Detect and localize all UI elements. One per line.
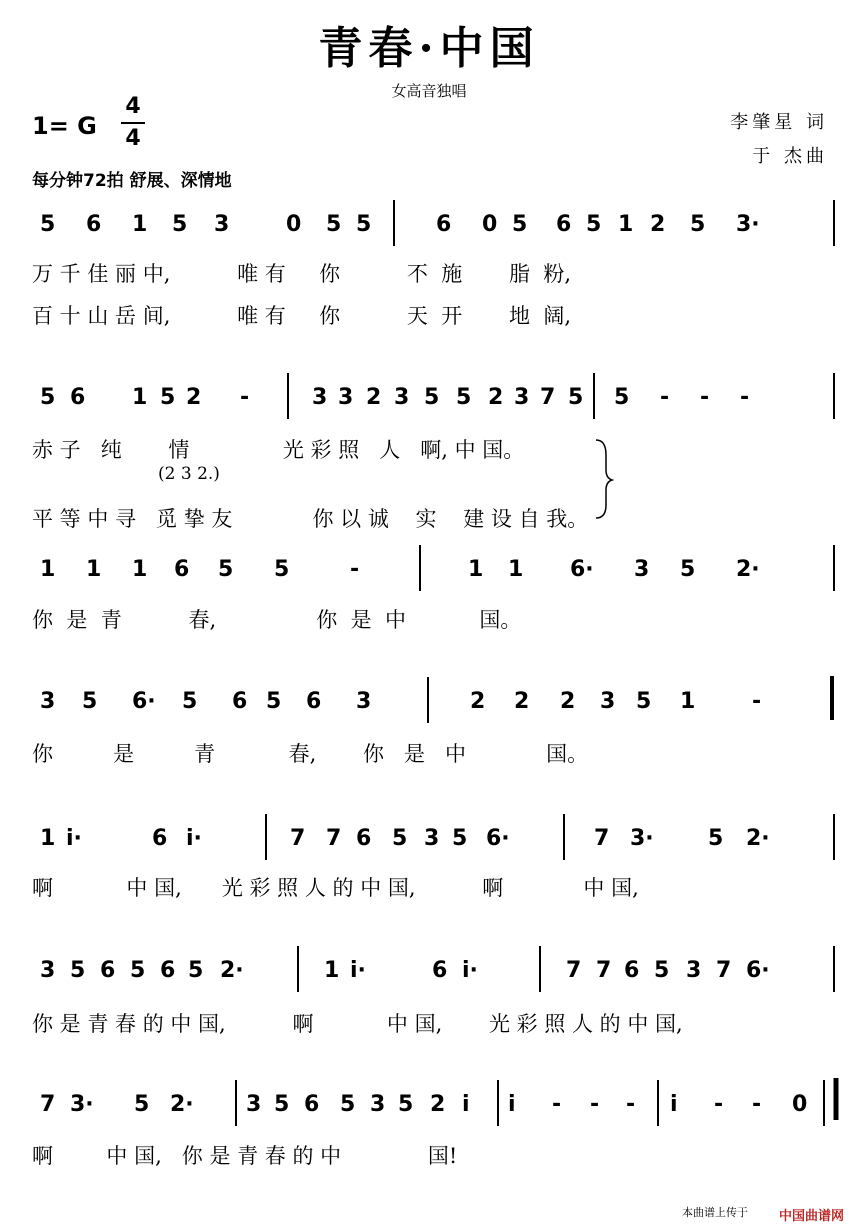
tempo-marking: 每分钟72拍 舒展、深情地: [32, 171, 232, 191]
note: 2: [560, 689, 576, 714]
note: 3: [312, 385, 328, 410]
note: 6: [160, 958, 176, 983]
note: -: [552, 1092, 562, 1117]
note: 3: [246, 1092, 262, 1117]
note: 5: [70, 958, 86, 983]
note: -: [240, 385, 250, 410]
note: 5: [568, 385, 584, 410]
note: 2: [470, 689, 486, 714]
note: 5: [452, 826, 468, 851]
note: 1: [508, 557, 524, 582]
note: 7: [40, 1092, 56, 1117]
note: 5: [424, 385, 440, 410]
note: 2: [430, 1092, 446, 1117]
note: 5: [40, 385, 56, 410]
note: -: [350, 557, 360, 582]
lyric-line: 啊 中 国, 你 是 青 春 的 中 国!: [32, 1144, 458, 1168]
note: 7: [540, 385, 556, 410]
lyric-line: 万 千 佳 丽 中, 唯 有 你 不 施 脂 粉,: [32, 262, 572, 286]
note: 5: [274, 1092, 290, 1117]
composer: 于 杰曲: [752, 146, 828, 167]
note: 5: [680, 557, 696, 582]
note: 5: [586, 212, 602, 237]
note: 5: [690, 212, 706, 237]
note: 1: [132, 557, 148, 582]
note: 1: [86, 557, 102, 582]
note: i·: [66, 826, 82, 851]
note: 2: [186, 385, 202, 410]
note: i: [670, 1092, 678, 1117]
note: 2·: [736, 557, 760, 582]
note: 7: [594, 826, 610, 851]
note: 3·: [70, 1092, 94, 1117]
note: 5: [40, 212, 56, 237]
note: 5: [636, 689, 652, 714]
note: 1: [468, 557, 484, 582]
note: 2: [366, 385, 382, 410]
note: -: [626, 1092, 636, 1117]
note: 7: [596, 958, 612, 983]
note: 1: [132, 385, 148, 410]
note: 3: [514, 385, 530, 410]
note: 5: [340, 1092, 356, 1117]
note: 2·: [220, 958, 244, 983]
note: 5: [456, 385, 472, 410]
variant-notes: (2 3 2.): [158, 464, 220, 484]
note: -: [590, 1092, 600, 1117]
note: 5: [392, 826, 408, 851]
note: 5: [326, 212, 342, 237]
note: 6: [174, 557, 190, 582]
lyric-brace: [596, 440, 612, 518]
note: 2·: [746, 826, 770, 851]
note: 6: [152, 826, 168, 851]
note: 5: [266, 689, 282, 714]
note: i: [462, 1092, 470, 1117]
note: 6: [624, 958, 640, 983]
lyric-line: 你 是 青 春, 你 是 中 国。: [32, 608, 522, 632]
note: -: [740, 385, 750, 410]
note: -: [752, 1092, 762, 1117]
page-title: 青春·中国: [318, 23, 540, 74]
note: 5: [134, 1092, 150, 1117]
note: i·: [462, 958, 478, 983]
time-bottom: 4: [125, 126, 141, 151]
lyric-line: 赤 子 纯 情 光 彩 照 人 啊, 中 国。: [32, 438, 525, 462]
note: 3: [634, 557, 650, 582]
note: 5: [218, 557, 234, 582]
note: 6·: [132, 689, 156, 714]
note: 2: [488, 385, 504, 410]
note: 6: [556, 212, 572, 237]
note: 6: [232, 689, 248, 714]
note: 3: [40, 689, 56, 714]
note: i·: [350, 958, 366, 983]
note: 6·: [746, 958, 770, 983]
note: 2: [650, 212, 666, 237]
lyric-line: 百 十 山 岳 间, 唯 有 你 天 开 地 阔,: [32, 304, 572, 328]
note: 5: [274, 557, 290, 582]
note: 5: [708, 826, 724, 851]
note: 7: [716, 958, 732, 983]
note: 6: [86, 212, 102, 237]
note: -: [660, 385, 670, 410]
lyric-line: 平 等 中 寻 觅 挚 友 你 以 诚 实 建 设 自 我。: [32, 507, 589, 531]
note: 5: [398, 1092, 414, 1117]
note: 6·: [570, 557, 594, 582]
note: 1: [132, 212, 148, 237]
note: 5: [614, 385, 630, 410]
note: 5: [82, 689, 98, 714]
note: 3: [40, 958, 56, 983]
note: 5: [130, 958, 146, 983]
note: 1: [618, 212, 634, 237]
time-top: 4: [125, 94, 141, 119]
lyric-line: 你 是 青 春 的 中 国, 啊 中 国, 光 彩 照 人 的 中 国,: [32, 1012, 683, 1036]
note: 6: [436, 212, 452, 237]
note: i: [508, 1092, 516, 1117]
note: 7: [290, 826, 306, 851]
note: 3: [356, 689, 372, 714]
note: -: [714, 1092, 724, 1117]
note: 5: [356, 212, 372, 237]
key-signature: 1= G: [32, 112, 97, 140]
site-logo: 中国曲谱网: [778, 1209, 844, 1224]
note: 6: [432, 958, 448, 983]
note: 5: [172, 212, 188, 237]
note: 5: [182, 689, 198, 714]
note: 5: [512, 212, 528, 237]
note: 5: [188, 958, 204, 983]
note: 3: [424, 826, 440, 851]
note: 2·: [170, 1092, 194, 1117]
note: 1: [324, 958, 340, 983]
lyric-line: 啊 中 国, 光 彩 照 人 的 中 国, 啊 中 国,: [32, 876, 639, 900]
note: 0: [482, 212, 498, 237]
note: 0: [286, 212, 302, 237]
note: 6: [304, 1092, 320, 1117]
note: 1: [680, 689, 696, 714]
note: 0: [792, 1092, 808, 1117]
note: 2: [514, 689, 530, 714]
note: 6: [100, 958, 116, 983]
note: 7: [566, 958, 582, 983]
note: 5: [160, 385, 176, 410]
note: 7: [326, 826, 342, 851]
note: 3: [370, 1092, 386, 1117]
note: 3·: [630, 826, 654, 851]
note: 5: [654, 958, 670, 983]
lyricist: 李肇星 词: [730, 112, 828, 133]
note: -: [752, 689, 762, 714]
note: 3: [600, 689, 616, 714]
lyric-line: 你 是 青 春, 你 是 中 国。: [32, 742, 589, 766]
upload-note: 本曲谱上传于: [682, 1206, 748, 1219]
subtitle: 女高音独唱: [391, 82, 467, 100]
note: 6: [70, 385, 86, 410]
note: 6: [306, 689, 322, 714]
note: 1: [40, 557, 56, 582]
note: 3: [214, 212, 230, 237]
note: 1: [40, 826, 56, 851]
note: 6: [356, 826, 372, 851]
note: 3·: [736, 212, 760, 237]
note: 6·: [486, 826, 510, 851]
note: i·: [186, 826, 202, 851]
note: 3: [686, 958, 702, 983]
note: -: [700, 385, 710, 410]
note: 3: [338, 385, 354, 410]
note: 3: [394, 385, 410, 410]
